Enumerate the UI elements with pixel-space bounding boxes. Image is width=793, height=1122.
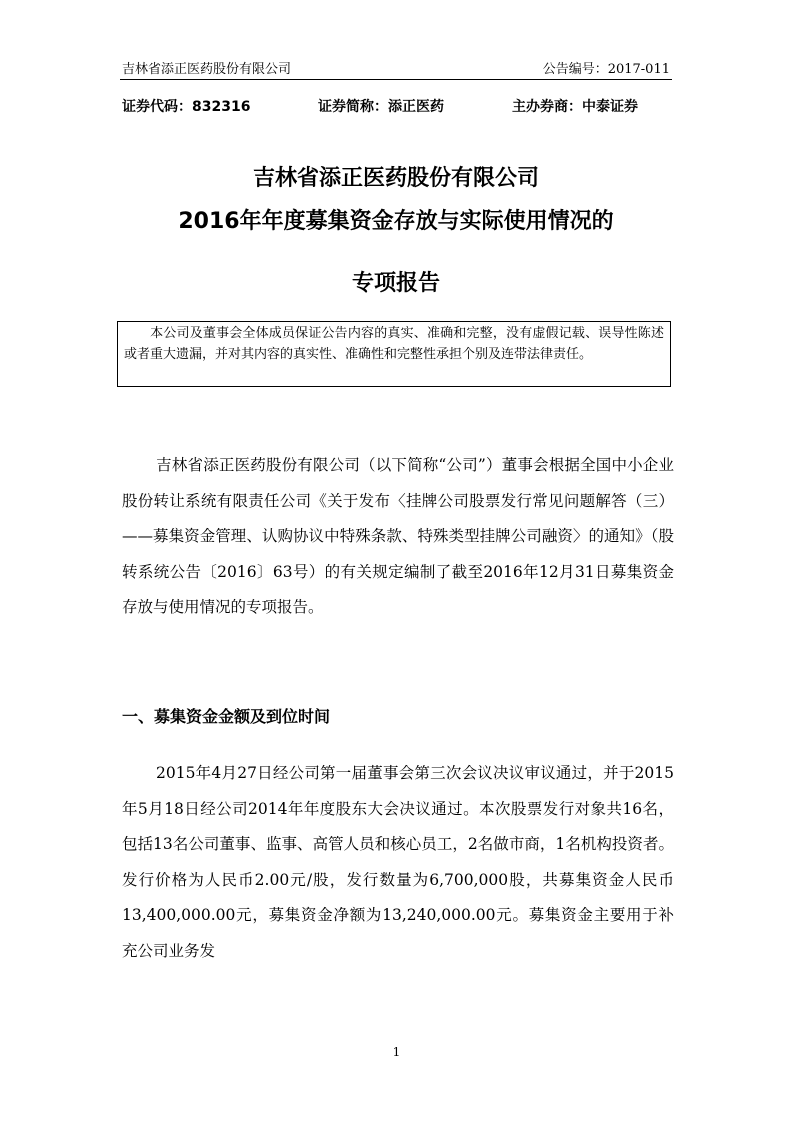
sponsor-broker: 主办券商：中泰证券	[512, 99, 638, 115]
section-1-paragraph	[122, 756, 674, 969]
intro-paragraph	[122, 448, 674, 626]
security-abbreviation: 证券简称：添正医药	[318, 99, 444, 115]
header-notice-number: 公告编号：2017-011	[542, 62, 670, 77]
report-title-line-2: 2016年年度募集资金存放与实际使用情况的	[178, 209, 614, 234]
section-heading-fund-amount: 一、募集资金金额及到位时间	[122, 707, 331, 726]
security-code: 证券代码：832316	[122, 99, 251, 115]
disclaimer-box	[117, 321, 671, 387]
report-title-line-3: 专项报告	[351, 271, 440, 296]
page-number: 1	[392, 1045, 401, 1059]
section-1-text: 2015年4月27日经公司第一届董事会第三次会议决议审议通过，并于2015年5月18日经公司2014年年度股东大会决议通过。本次股票发行对象共16名，包括13名公司董事、监事、高管人员和核心员工，2名做市商，1名机构投资者。发行价格为人民币2.00元/股，发行数量为6,700,000股，共募集资金人民币13,400,000.00元，募集资金净额为13,240,000.00元。募集资金主要用于补充公司业务发	[122, 764, 674, 960]
header-company-name: 吉林省添正医药股份有限公司	[122, 62, 292, 77]
disclaimer-text: 本公司及董事会全体成员保证公告内容的真实、准确和完整，没有虚假记载、误导性陈述或者重大遗漏，并对其内容的真实性、准确性和完整性承担个别及连带法律责任。	[124, 326, 664, 362]
intro-text: 吉林省添正医药股份有限公司（以下简称“公司”）董事会根据全国中小企业股份转让系统有限责任公司《关于发布〈挂牌公司股票发行常见问题解答（三）——募集资金管理、认购协议中特殊条款、特殊类型挂牌公司融资〉的通知》（股转系统公告〔2016〕63号）的有关规定编制了截至2016年12月31日募集资金存放与使用情况的专项报告。	[122, 456, 674, 616]
report-title-line-1: 吉林省添正医药股份有限公司	[252, 166, 539, 191]
page-header	[120, 58, 672, 80]
header-divider	[120, 79, 672, 80]
